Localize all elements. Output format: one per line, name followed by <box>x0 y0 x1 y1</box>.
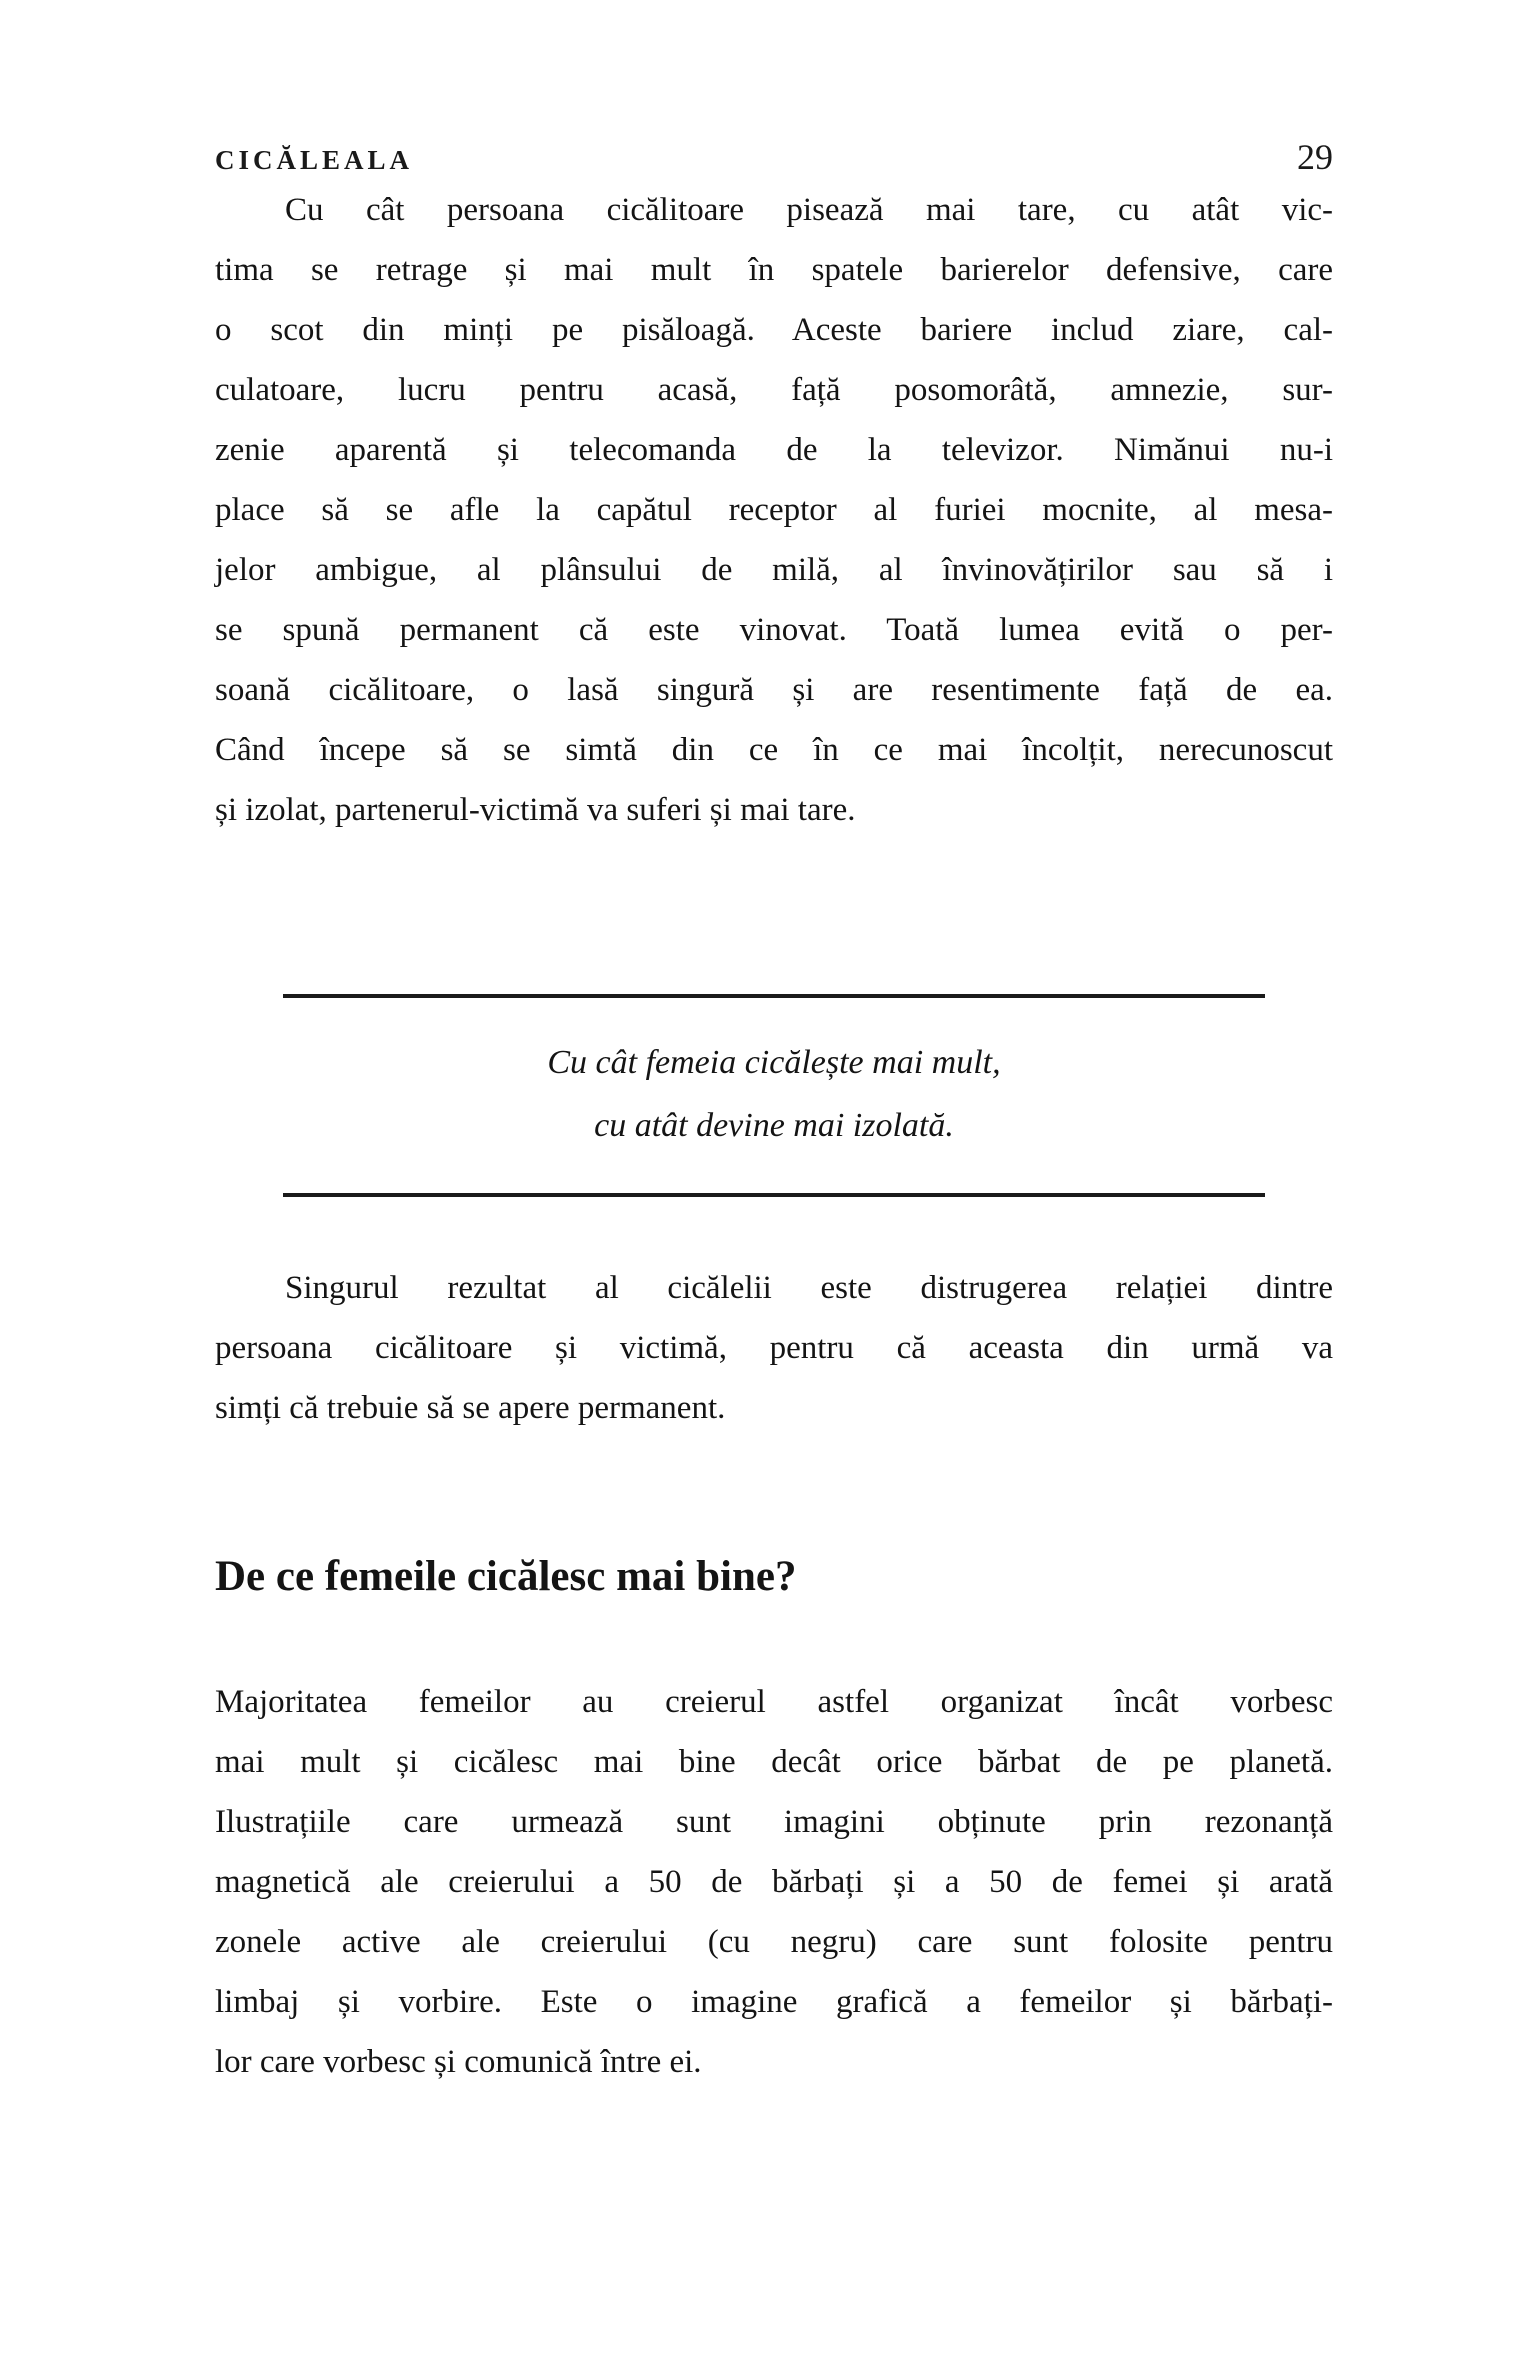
paragraph-line: soană cicălitoare, o lasă singură și are resentimente față de ea. <box>215 672 1333 708</box>
paragraph-line: culatoare, lucru pentru acasă, față posomorâtă, amnezie, sur- <box>215 372 1333 408</box>
paragraph-line: Ilustrațiile care urmează sunt imagini obținute prin rezonanță <box>215 1804 1333 1840</box>
paragraph-line: o scot din minți pe pisăloagă. Aceste bariere includ ziare, cal- <box>215 312 1333 348</box>
running-title: CICĂLEALA <box>215 145 414 175</box>
quote-rule-bottom <box>283 1193 1265 1197</box>
paragraph-line: zonele active ale creierului (cu negru) care sunt folosite pentru <box>215 1924 1333 1960</box>
paragraph-line: Cu cât persoana cicălitoare pisează mai tare, cu atât vic- <box>285 192 1333 228</box>
paragraph-line: place să se afle la capătul receptor al furiei mocnite, al mesa- <box>215 492 1333 528</box>
paragraph-line: simți că trebuie să se apere permanent. <box>215 1390 726 1426</box>
paragraph-line: Singurul rezultat al cicălelii este distrugerea relației dintre <box>285 1270 1333 1306</box>
running-header <box>215 136 1333 178</box>
pull-quote <box>215 998 1333 1193</box>
paragraph-line: mai mult și cicălesc mai bine decât orice bărbat de pe planetă. <box>215 1744 1333 1780</box>
paragraph-line: limbaj și vorbire. Este o imagine grafică a femeilor și bărbați- <box>215 1984 1333 2020</box>
paragraph-line: jelor ambigue, al plânsului de milă, al învinovățirilor sau să i <box>215 552 1333 588</box>
pull-quote-block <box>215 994 1333 1197</box>
paragraph-line: lor care vorbesc și comunică între ei. <box>215 2044 702 2080</box>
paragraph-line: magnetică ale creierului a 50 de bărbați și a 50 de femei și arată <box>215 1864 1333 1900</box>
paragraph-line: Majoritatea femeilor au creierul astfel organizat încât vorbesc <box>215 1684 1333 1720</box>
paragraph-line: zenie aparentă și telecomanda de la televizor. Nimănui nu-i <box>215 432 1333 468</box>
page-number: 29 <box>1297 137 1333 177</box>
paragraph-line: Când începe să se simtă din ce în ce mai încolțit, nerecunoscut <box>215 732 1333 768</box>
paragraph-line: persoana cicălitoare și victimă, pentru că aceasta din urmă va <box>215 1330 1333 1366</box>
paragraph-line: și izolat, partenerul-victimă va suferi și mai tare. <box>215 792 856 828</box>
paragraph-line: cu atât devine mai izolată. <box>594 1107 954 1144</box>
paragraph-3 <box>215 1672 1333 2092</box>
paragraph-line: se spună permanent că este vinovat. Toată lumea evită o per- <box>215 612 1333 648</box>
paragraph-1 <box>215 180 1333 840</box>
paragraph-line: tima se retrage și mai mult în spatele barierelor defensive, care <box>215 252 1333 288</box>
section-heading: De ce femeile cicălesc mai bine? <box>215 1553 797 1600</box>
paragraph-2 <box>215 1258 1333 1438</box>
paragraph-line: Cu cât femeia cicălește mai mult, <box>547 1044 1001 1081</box>
